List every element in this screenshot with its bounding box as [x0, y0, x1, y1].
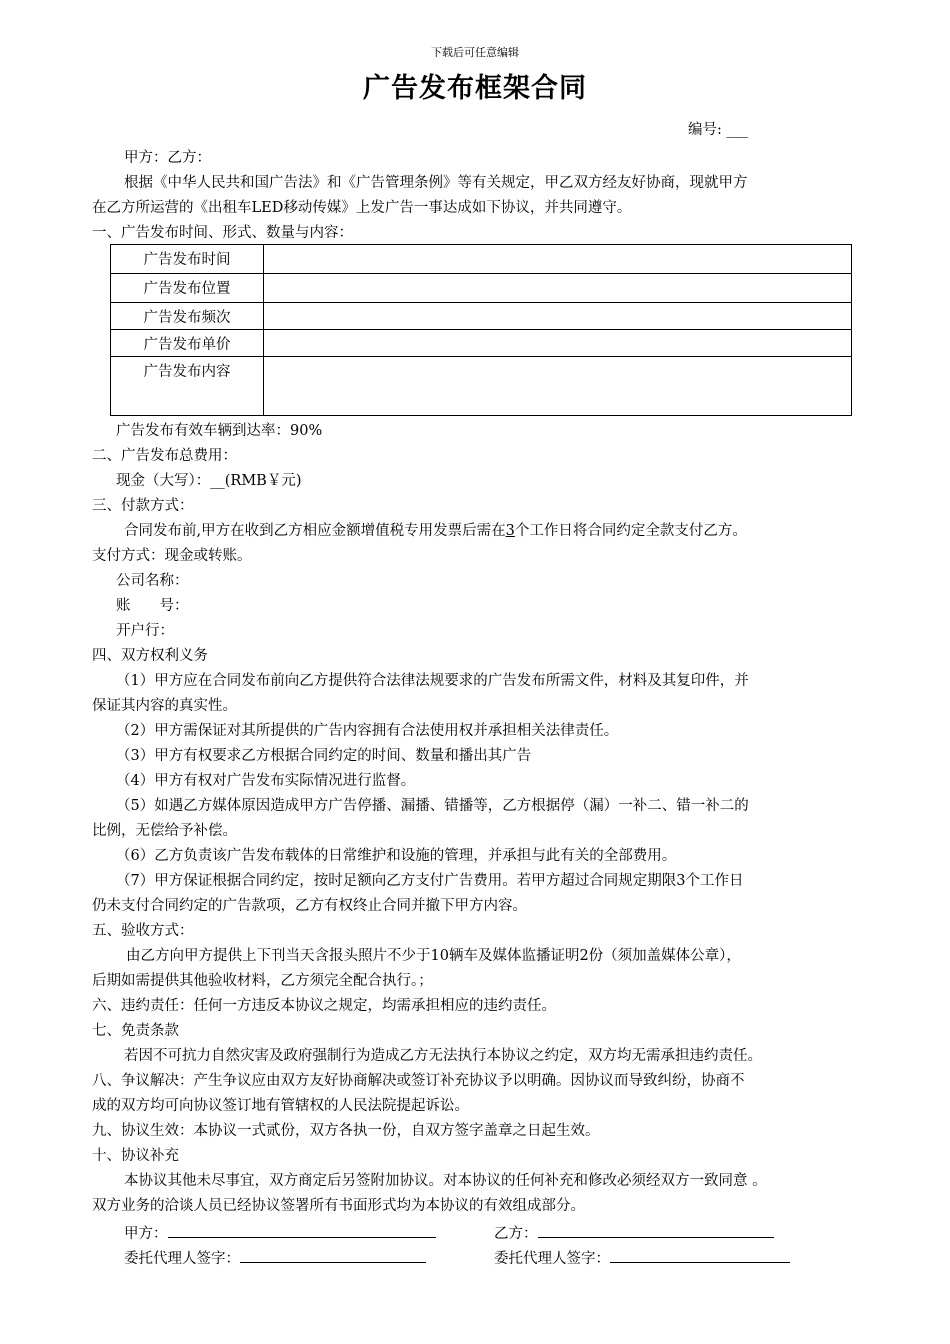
payment-pre: 合同发布前,甲方在收到乙方相应金额增值税专用发票后需在	[124, 523, 506, 539]
payment-days: 3	[505, 523, 515, 539]
contract-number: 编号: ___	[688, 122, 749, 138]
section-7-title: 七、免责条款	[92, 1023, 179, 1039]
table-label-cell	[111, 245, 264, 274]
s4-line: 保证其内容的真实性。	[92, 698, 237, 714]
row-label: 广告发布单价	[143, 337, 231, 353]
s8-line: 八、争议解决：产生争议应由双方友好协商解决或签订补充协议予以明确。因协议而导致纠纷，协商不	[92, 1073, 745, 1089]
intro-line-1: 根据《中华人民共和国广告法》和《广告管理条例》等有关规定，甲乙双方经友好协商，现就甲方	[124, 175, 748, 191]
s8-line: 成的双方均可向协议签订地有管辖权的人民法院提起诉讼。	[92, 1098, 469, 1114]
table-value-cell[interactable]	[264, 330, 852, 357]
agent-b-signature-line[interactable]	[610, 1246, 790, 1263]
row-label: 广告发布频次	[143, 310, 231, 326]
s4-line: （6）乙方负责该广告发布载体的日常维护和设施的管理，并承担与此有关的全部费用。	[116, 848, 677, 864]
table-value-cell[interactable]	[264, 245, 852, 274]
table-label-cell	[111, 274, 264, 303]
party-b-signature-line[interactable]	[538, 1221, 774, 1238]
parties-line: 甲方：乙方：	[124, 150, 211, 166]
signature-party-a	[124, 1221, 436, 1244]
table-label-cell	[111, 357, 264, 416]
table-label-cell	[111, 303, 264, 330]
table-label-cell	[111, 330, 264, 357]
s4-line: 比例，无偿给予补偿。	[92, 823, 237, 839]
table-row	[111, 274, 852, 303]
s10-line: 双方业务的洽谈人员已经协议签署所有书面形式均为本协议的有效组成部分。	[92, 1198, 585, 1214]
section-2-title: 二、广告发布总费用：	[92, 448, 237, 464]
s7-line: 若因不可抗力自然灾害及政府强制行为造成乙方无法执行本协议之约定，双方均无需承担违约责任。	[124, 1048, 762, 1064]
agent-a-label: 委托代理人签字：	[124, 1251, 240, 1267]
section-3-title: 三、付款方式：	[92, 498, 194, 514]
s4-line: （1）甲方应在合同发布前向乙方提供符合法律法规要求的广告发布所需文件，材料及其复印件，并	[116, 673, 749, 689]
section-9: 九、协议生效：本协议一式贰份，双方各执一份，自双方签字盖章之日起生效。	[92, 1123, 600, 1139]
cash-line: 现金（大写）：__(RMB￥元)	[116, 473, 302, 489]
s4-line: （2）甲方需保证对其所提供的广告内容拥有合法使用权并承担相关法律责任。	[116, 723, 619, 739]
payment-method: 支付方式：现金或转账。	[92, 548, 252, 564]
payment-terms	[124, 521, 747, 541]
s4-line: （7）甲方保证根据合同约定，按时足额向乙方支付广告费用。若甲方超过合同规定期限3个工作日	[116, 873, 744, 889]
arrival-rate: 广告发布有效车辆到达率：90%	[116, 423, 323, 439]
s4-line: （5）如遇乙方媒体原因造成甲方广告停播、漏播、错播等，乙方根据停（漏）一补二、错一补二的	[116, 798, 749, 814]
table-row	[111, 245, 852, 274]
s5-line: 后期如需提供其他验收材料，乙方须完全配合执行。；	[92, 973, 433, 989]
agent-b-label: 委托代理人签字：	[494, 1251, 610, 1267]
row-label: 广告发布时间	[143, 252, 231, 268]
header-note: 下载后可任意编辑	[431, 46, 519, 59]
party-a-signature-line[interactable]	[168, 1221, 436, 1238]
s4-line: 仍未支付合同约定的广告款项，乙方有权终止合同并撤下甲方内容。	[92, 898, 527, 914]
table-row	[111, 330, 852, 357]
table-row	[111, 357, 852, 416]
table-value-cell[interactable]	[264, 274, 852, 303]
row-label: 广告发布内容	[143, 364, 231, 380]
payment-post: 个工作日将合同约定全款支付乙方。	[514, 523, 747, 539]
intro-line-2: 在乙方所运营的《出租车LED移动传媒》上发广告一事达成如下协议，并共同遵守。	[92, 200, 632, 216]
s4-line: （3）甲方有权要求乙方根据合同约定的时间、数量和播出其广告	[116, 748, 532, 764]
section-10-title: 十、协议补充	[92, 1148, 179, 1164]
page-title: 广告发布框架合同	[363, 73, 587, 104]
section-5-title: 五、验收方式：	[92, 923, 194, 939]
s5-line: 由乙方向甲方提供上下刊当天含报头照片不少于10辆车及媒体监播证明2份（须加盖媒体公章），	[126, 948, 741, 964]
signature-party-b	[494, 1221, 774, 1244]
s4-line: （4）甲方有权对广告发布实际情况进行监督。	[116, 773, 416, 789]
party-a-label: 甲方：	[124, 1226, 168, 1242]
table-value-cell[interactable]	[264, 303, 852, 330]
table-row	[111, 303, 852, 330]
row-label: 广告发布位置	[143, 281, 231, 297]
ad-details-table	[110, 244, 852, 416]
table-value-cell[interactable]	[264, 357, 852, 416]
company-name-label: 公司名称：	[116, 573, 189, 589]
party-b-label: 乙方：	[494, 1226, 538, 1242]
s10-line: 本协议其他未尽事宜，双方商定后另签附加协议。对本协议的任何补充和修改必须经双方一致同意 。	[124, 1173, 767, 1189]
section-1-title: 一、广告发布时间、形式、数量与内容：	[92, 225, 353, 241]
signature-agent-a	[124, 1246, 426, 1269]
bank-label: 开户行：	[116, 623, 174, 639]
agent-a-signature-line[interactable]	[240, 1246, 426, 1263]
section-6: 六、违约责任：任何一方违反本协议之规定，均需承担相应的违约责任。	[92, 998, 556, 1014]
account-number-label: 账 号：	[116, 598, 189, 614]
signature-agent-b	[494, 1246, 790, 1269]
section-4-title: 四、双方权利义务	[92, 648, 208, 664]
